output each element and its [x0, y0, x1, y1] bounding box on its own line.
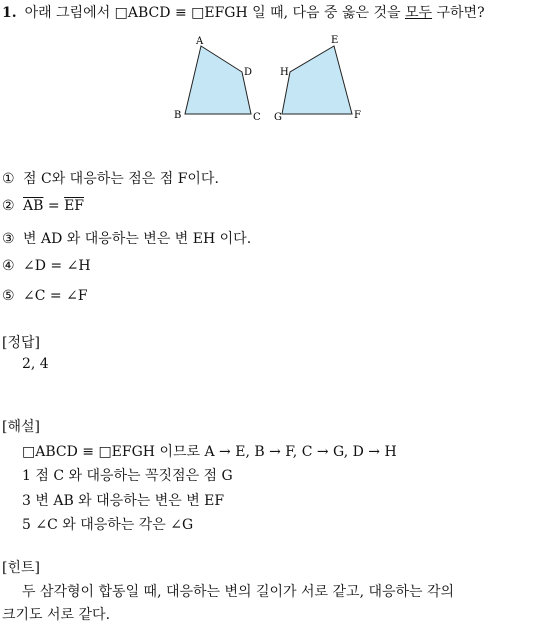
quad-abcd	[185, 46, 251, 114]
explanation-label: [해설]	[2, 419, 40, 435]
label-a: A	[196, 36, 204, 47]
congruent-quadrilaterals-figure	[165, 30, 375, 130]
segment-ef: $\overline{EF}$	[64, 198, 84, 214]
choice-1	[2, 168, 219, 188]
choice-text: ∠C = ∠F	[23, 288, 88, 304]
explanation-line: 3 변 AB 와 대응하는 변은 변 EF	[22, 493, 225, 509]
choice-marker: ④	[2, 258, 15, 274]
choice-text: 점 C와 대응하는 점은 점 F이다.	[23, 171, 219, 187]
label-h: H	[280, 67, 289, 78]
question-emphasis: 모두	[405, 5, 433, 21]
label-e: E	[331, 35, 339, 46]
choice-text: ∠D = ∠H	[23, 258, 91, 274]
choice-5	[2, 288, 88, 304]
choice-marker: ③	[2, 231, 15, 247]
choice-marker: ②	[2, 198, 15, 214]
answer-label: [정답]	[2, 335, 40, 351]
segment-ab: $\overline{AB}$	[23, 198, 44, 214]
question-text: 아래 그림에서 □ABCD ≡ □EFGH 일 때, 다음 중 옳은 것을	[24, 5, 405, 21]
question-title	[2, 2, 485, 22]
hint-label: [힌트]	[2, 560, 40, 576]
label-c: C	[253, 112, 261, 123]
label-f: F	[354, 110, 361, 121]
question-number: 1.	[2, 5, 17, 21]
choice-marker: ①	[2, 171, 15, 187]
hint-text-line1: 두 삼각형이 합동일 때, 대응하는 변의 길이가 서로 같고, 대응하는 각의	[22, 584, 455, 600]
choice-4	[2, 258, 91, 274]
choice-2	[2, 198, 84, 214]
choice-marker: ⑤	[2, 288, 15, 304]
explanation-line: □ABCD ≡ □EFGH 이므로 A → E, B → F, C → G, D → H	[22, 444, 397, 460]
label-g: G	[274, 112, 282, 123]
quad-efgh	[282, 46, 352, 114]
choice-text: 변 AD 와 대응하는 변은 변 EH 이다.	[23, 231, 252, 247]
choice-3	[2, 228, 251, 248]
explanation-line: 1 점 C 와 대응하는 꼭짓점은 점 G	[22, 468, 233, 484]
label-d: D	[244, 67, 253, 78]
label-b: B	[174, 110, 182, 121]
explanation-line: 5 ∠C 와 대응하는 각은 ∠G	[22, 517, 194, 533]
answer-value: 2, 4	[22, 356, 49, 372]
hint-text-line2: 크기도 서로 같다.	[2, 607, 111, 623]
question-text-end: 구하면?	[432, 5, 485, 21]
equals-sign: =	[43, 198, 65, 214]
